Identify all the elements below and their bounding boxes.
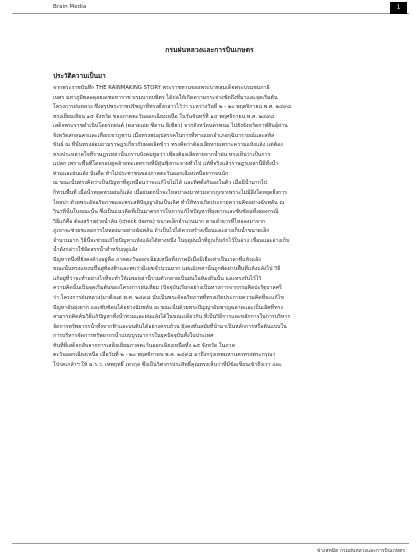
- paragraph: [53, 179, 393, 217]
- text-line: ปัญหาอันยุ่งยาก และซับซ้อนได้อย่างฉับพลัน ณ ขณะนั้นด้วยพระปัญญาอันชาญฉลาดและเป็นเลิศที่ทรง: [53, 304, 283, 311]
- page-number: 1: [390, 2, 407, 14]
- text-line: ขันธ์ ณ ที่นั้นทรงสอบถามราษฎรเกี่ยวกับผลผลิตข้าว ทรงคิดว่าต้องเสียหายเพราะความแห้งแล้ง แต่ต้อง: [53, 142, 283, 149]
- text-line: ก็ท่วมพื้นที่ เมื่อน้ำหยุดท่วมฝนก็แล้ง เมื่อฝนตกน้ำจะไหลบ่าลงมาท่วมจากภูเขาเพราะไม่มีสิ่งใดหยุดยั้งการ: [53, 190, 288, 197]
- body-text: [53, 84, 393, 370]
- text-line: การบริหารจัดการทรัพยากรน้ำแบบบูรณาการในยุคปัจจุบันทั้งในประเทศ: [53, 333, 214, 340]
- publisher-name: Brain Media: [53, 4, 87, 10]
- text-line: ท่วมและฝนแล้ง นั่นคือ ท้าไม่ประชาชนของภาคตะวันออกเฉียงเหนือยากจนนัก: [53, 170, 229, 177]
- paragraph: [53, 342, 393, 371]
- text-line: ณ ขณะนั้นทรงคิดว่าเป็นปัญหาที่ดูเหมือนว่าจะแก้ไขไม่ได้ และทิศตั้งกันองในตัว เมื่อมีน้ำมากไป: [53, 180, 267, 187]
- text-line: ทรงเยี่ยมเยียน ๑๕ จังหวัด ของภาคตะวันออกเฉียงเหนือ ในวันจันทร์ที่ ๑๔ พฤศจิกายน พ.ศ. ๒๔๙๘: [53, 113, 275, 120]
- text-line: น้ำดังกล่าวใช้จัดสรรน้ำสำหรับฤดูแล้ง: [53, 247, 138, 254]
- text-line: จำนวนมาก วิธีนี้จะช่วยแก้ไขปัญหาแห้งแล้งได้ทางหนึ่ง ในฤดูฝนน้ำที่ถูกเก็บกักไว้ในอ่าง เขื่อนและอ่างเก็บ: [53, 237, 290, 244]
- text-line: แปลก เพราะพื้นที่โดยรอบดูคล้ายทะเลทรายที่มีฝุ่นฟุ้งกระจายทั่วไป แท้ที่จริงแล้วราษฎรเหล่านี้มีทั้งน้ำ: [53, 161, 279, 168]
- text-line: เสด็จพระราชดำเนินโดยรถยนต์ (ตลาดเอ่ย ซีดาน ลีเซียว) จากจังหวัดนครพนม ไปยังจังหวัดกาฬสินธุ์ผ่าน: [53, 123, 288, 130]
- text-line: ไหลบ่า ด้วยพระอัจฉริยภาพและพระสติปัญญาอันเป็นเลิศ ทำให้ทรงเกิดประกายความคิดอย่างฉับพลัน ณ: [53, 199, 285, 206]
- text-line: เบศร มหาภูมิพลอดุลยเดชมหาราช บรมนาถบพิตร ได้ก่อให้เกิดความกระจ่างชัดถึงที่มาและจุดเริ่มต้น: [53, 94, 278, 101]
- text-line: วิธีแก้คือ ต้องสร้างฝายน้ำล้น (check dams) ขนาดเล็กจำนวนมาก ตามลำธารที่ไหลลงมาจาก: [53, 218, 266, 225]
- text-line: ทันทีที่เสด็จกลับจากการเสด็จเยี่ยมภาคตะวันออกเฉียงเหนือทั้ง ๑๕ จังหวัด ในภาค: [53, 342, 236, 349]
- text-line: สามารถคิดค้นวิธีแก้ปัญหาทั้งน้ำท่วมและฝนแล้งได้ในขณะเดียวกัน ที่เป็นวิธีการและหลักการในการบริหาร: [53, 314, 291, 321]
- text-line: ขณะนั้นทรงแหงนขึ้นสู่ท้องฟ้าและพบว่ามีเมฆจำนวนมาก แต่แม้เหล่านั้นถูกพัดผ่านพื้นที่แห้งแล้งไป วิธี: [53, 266, 281, 273]
- text-line: ว่า โครงการฝนหลวง)มาตั้งแต่ พ.ศ. ๒๔๙๘ นับเป็นพระอัจฉริยภาพที่ทรงเกิดประกายความคิดที่จะแก้ไข: [53, 295, 284, 302]
- text-line: ความคิดนั้นเป็นจุดเริ่มต้นของโครงการฝนเทียม (ปัจจุบันเรียกอย่างเป็นทางการจากกรมศิลปะรัฐบาลศรี: [53, 285, 282, 292]
- text-line: ตะวันออกเฉียงเหนือ เมื่อวันที่ ๒ - ๒๐ พฤศจิกายน พ.ศ. ๒๔๙๘ มาถึงกรุงเทพมหานครทรงพระกรุณา: [53, 352, 276, 359]
- text-line: จังหวัดสกลนครและเทือกเขาภูพาน เมื่อทรงพบอุปสรรคในการที่ทางแยกอำเภอกุฉินารายณ์และสหัส: [53, 132, 275, 139]
- text-line: ทรงประหลาดใจที่ราษฎรเหล่านั้นกราบบังคมทูลว่า เพียงต้องเสียหายจากน้ำฝน ทรงเห็นว่าเป็นการ: [53, 151, 271, 158]
- section-heading: ประวัติความเป็นมา: [53, 72, 106, 80]
- text-line: โครงการฝนหลวง ซึ่งสรุปพระราชปรัชญาที่ทรงตั้งกล่าวไว้ว่า ระหว่างวันที่ ๒ - ๒๐ พฤศจิกายน พ.ศ. ๒๔๙๘: [53, 104, 292, 111]
- text-line: จากพระราชบันทึก THE RAINMAKING STORY พระราชทานของพระบาทสมเด็จพระบรมชนกาธิ: [53, 85, 270, 91]
- document-title: กรมฝนหลวงและการบินเกษตร: [165, 46, 254, 54]
- footer-text: ช่างสหมิด กรมฝนหลวงและการบินเกษตร: [316, 548, 405, 554]
- paragraph: [53, 84, 393, 179]
- text-line: จัดการทรัพยากรน้ำทั้งจากฟ้าและบนดินได้อย่างครบถ้วน ยังคงทันสมัยที่นำมาเป็นหลักการหรือต้นแบบใน: [53, 323, 287, 330]
- text-line: แก้อยู่ที่ว่าจะทำอย่างไรที่จะทำให้เมฆเหล่านี้รวมตัวกลายเป็นฝนในท้องถิ่นนั้น และทรงรับไว้ไว้: [53, 275, 262, 282]
- paragraph: [53, 218, 393, 256]
- footer-rule: [12, 543, 409, 544]
- text-line: วินาทีนั้นในขณะนั้น ซึ่งเป็นแนวคิดที่เป็นมาตรการในการแก้ไขปัญหาที่ยุ่งยากและซับซ้อนทั้งสองกรณี: [53, 209, 279, 216]
- text-line: ปัญหาหนึ่งที่ยังคงค้างอยู่คือ ภาคตะวันออกเฉียงเหนือทั้งภาคมีเมื่อมีเยือเท่าเป็นเวลาที่แห้งแล้ง: [53, 256, 261, 263]
- header-rule: [12, 13, 409, 14]
- text-line: โปรดเกล้าฯ ให้ ม.ร.ว. เทพฤทธิ์ เทวกุล ซึ่งเป็นวิศวกรประสิทธิ์คุณทรงเห็นว่าที่มีข้อเขียนเข้าถึงเรา และ: [53, 361, 282, 368]
- paragraph: [53, 256, 393, 342]
- text-line: ภูเขาจะช่วยชะลอการไหลลงมาอย่างฉับพลัน ถ้าเป็นไปได้ควรสร้างเขื่อนและอ่างเก็บน้ำขนาดเล็ก: [53, 228, 270, 235]
